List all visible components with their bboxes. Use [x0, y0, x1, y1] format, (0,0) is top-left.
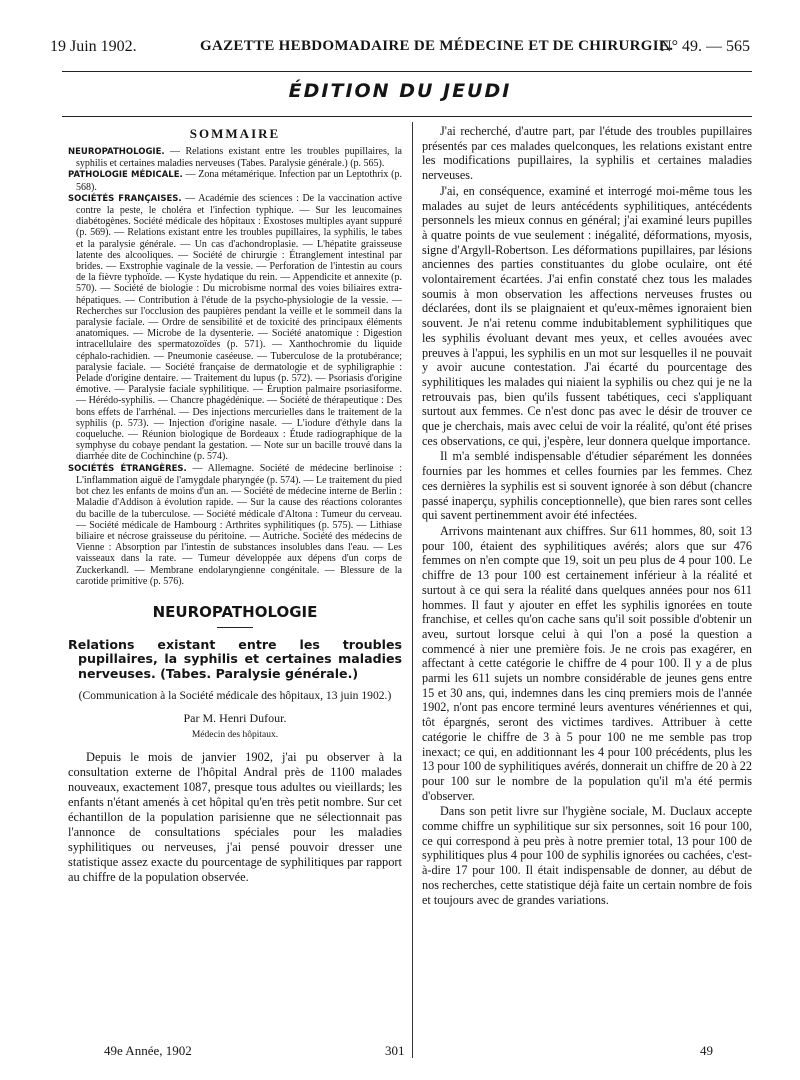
issue-number: N° 49. — 565 — [660, 38, 750, 55]
page-header — [50, 38, 750, 60]
left-column — [68, 124, 402, 885]
paragraph: J'ai recherché, d'autre part, par l'étude des troubles pupillaires présentés par ces malades quelconques, les relations existant entre les modifications pupillaires, la syphilis et certaines maladies nerveuses. — [422, 124, 752, 183]
header-rule-top — [62, 71, 752, 72]
article-communication: (Communication à la Société médicale des hôpitaux, 13 juin 1902.) — [78, 689, 392, 703]
edition-title: ÉDITION DU JEUDI — [288, 80, 512, 102]
sommaire-entry — [68, 463, 402, 587]
sommaire-text: — Relations existant entre les troubles pupillaires, la syphilis et certaines maladies nerveuses (Tabes. Paralysie générale.) (p. 565). — [76, 146, 402, 170]
sommaire — [68, 146, 402, 587]
sommaire-section: NEUROPATHOLOGIE. — [68, 147, 165, 157]
page-footer — [0, 1043, 800, 1065]
sommaire-entry — [68, 169, 402, 192]
author-role: Médecin des hôpitaux. — [191, 730, 279, 741]
sommaire-section: SOCIÉTÉS FRANÇAISES. — [68, 193, 182, 204]
section-heading: NEUROPATHOLOGIE — [152, 602, 318, 621]
sommaire-section: SOCIÉTÉS ÉTRANGÈRES. — [68, 463, 187, 474]
paragraph: Il m'a semblé indispensable d'étudier séparément les données fournies par les hommes et celles fournies par les femmes. Chez ces dernières la syphilis est si souvent ignorée à son début (chancre passé inaperçu, syphilis conceptionnelle), que bien rares sont celles qui savent pertinemment avoir été infectées. — [422, 449, 752, 523]
article-title: Relations existant entre les troubles pupillaires, la syphilis et certaines maladies nerveuses. (Tabes. Paralysie générale.) — [68, 636, 402, 681]
header-rule-bottom — [62, 116, 752, 117]
paragraph: J'ai, en conséquence, examiné et interrogé moi-même tous les malades au sujet de leurs antécédents syphilitiques, antécédents personnels les mieux connus en général; j'ai examiné leurs pupilles à quatre points de vue seulement : inégalité, déformations, myosis, signe d'Argyll-Robertson. Les déformations pupillaires, par lésions anciennes des parties constituantes du globe oculaire, ont été volontairement écartées. J'ai enfin constaté chez tous les malades soumis à mon observation les affections nerveuses frustes ou déclarées, dont ils se plaignaient et qu'eux-mêmes ignoraient bien souvent. Je n'ai retenu comme indubitablement syphilitiques que les syphilis évoluant devant mes yeux, et celles avouées avec preuves à l'appui, les syphilis en un mot sur lesquelles il ne pouvait y avoir aucune contestation. J'ai écarté du pourcentage des syphilitiques les malades qui niaient la syphilis ou chez qui je ne la retrouvais pas, bien qu'ils fussent tabétiques, ceci s'appliquant surtout aux femmes. Ce n'est donc pas avec le désir de trouver ce que je cherchais, mais avec celui de voir la réalité, qu'ont été prises ces observations, ce qui, j'espère, leur donnera quelque importance. — [422, 183, 752, 448]
column-divider — [412, 122, 413, 1058]
sommaire-text: — Zona métamérique. Infection par un Leptothrix (p. 568). — [76, 169, 402, 193]
paragraph: Dans son petit livre sur l'hygiène sociale, M. Duclaux accepte comme chiffre un syphilitique sur six personnes, soit 16 pour 100, ce qui correspond à peu près à notre premier total, 13 pour 100 de syphilitiques plus 4 pour 100 de syphilis ignorées ou cachées, c'est-à-dire 17 pour 100. Il était indispensable de donner, au début de nos recherches, cette statistique déjà faite un certain nombre de fois et toujours avec de grandes variations. — [422, 804, 752, 907]
article-author: Par M. Henri Dufour. — [183, 711, 287, 726]
sommaire-entry — [68, 193, 402, 463]
right-column — [422, 124, 752, 907]
sommaire-text: — Allemagne. Société de médecine berlinoise : L'inflammation aiguë de l'amygdale pharyngée (p. 574). — Le traitement du pied bot chez les enfants de moins d'un an. — Société de médecine interne de Berlin : Maladie d'Addison à évolution rapide. — Sur la cause des réactions colorantes du bacille de la tuberculose. — Société médicale d'Altona : Tumeur du cerveau. — Société médicale de Hambourg : Arthrites syphilitiques (p. 575). — Lithiase biliaire et nécrose graisseuse du péritoine. — Autriche. Société des médecins de Vienne : Absorption par l'intestin de substances insolubles dans l'eau. — Les vaisseaux dans la rate. — Tumeur développée aux dépens d'un corps de Zuckerkandl. — Membrane endolaryngienne congénitale. — Blessure de la carotide primitive (p. 576). — [76, 462, 402, 587]
footer-issue: 49 — [700, 1043, 713, 1058]
section-rule — [217, 627, 253, 628]
footer-page-number: 301 — [385, 1043, 405, 1058]
header-date: 19 Juin 1902. — [50, 38, 137, 55]
footer-volume: 49e Année, 1902 — [104, 1043, 192, 1058]
sommaire-title: SOMMAIRE — [189, 126, 281, 141]
sommaire-entry — [68, 146, 402, 169]
paragraph: Depuis le mois de janvier 1902, j'ai pu observer à la consultation externe de l'hôpital Andral près de 1100 malades nouveaux, exactement 1087, presque tous adultes ou vieillards; les enfants n'étant amenés à cet hôpital qu'en très petit nombre. Sur cet échantillon de la population parisienne que ne sélectionnait pas l'annonce de consultations spéciales pour les maladies syphilitiques ou nerveuses, j'ai pensé pouvoir dresser une statistique assez exacte du pourcentage de syphilitiques par rapport au chiffre de la population observée. — [68, 750, 402, 884]
sommaire-section: PATHOLOGIE MÉDICALE. — [68, 170, 183, 181]
sommaire-text: — Académie des sciences : De la vaccination active contre la peste, le choléra et l'infection typhique. — Sur les leucomaines diabétogènes. Société médicale des hôpitaux : Exostoses multiples ayant suppuré (p. 569). — Relations existant entre les troubles pupillaires, la syphilis, le tabes et la paralysie générale. — Un cas d'achondroplasie. — L'hépatite graisseuse latente des alcooliques. — Société de chirurgie : Étranglement intestinal par brides. — Exstrophie vaginale de la vessie. — Perforation de l'intestin au cours de la fièvre typhoïde. — Kyste hydatique du rein. — Appendicite et annexite (p. 570). — Société de biologie : Du microbisme normal des voies biliaires extra-hépatiques. — Contribution à l'étude de la psycho-physiologie de la vessie. — Recherches sur l'occlusion des paupières pendant la veille et le sommeil dans la paralysie faciale. — Ordre de sensibilité et de toxicité des principaux éléments anatomiques. — Microbe de la dysenterie. — Société anatomique : Digestion intracellulaire des spermatozoïdes (p. 571). — Xanthochromie du liquide céphalo-rachidien. — Pneumonie caséeuse. — Tuberculose de la protubérance; paralysie faciale. — Société française de dermatologie et de syphiligraphie : Pelade d'origine dentaire. — Traitement du lupus (p. 572). — Psoriasis d'origine émotive. — Paralysie faciale syphilitique. — Éruption palmaire psoriasiforme. — Hérédo-syphilis. — Chancre phagédénique. — Société de thérapeutique : Des bons effets de l'arrhénal. — Des injections mercurielles dans le traitement de la syphilis (p. 573). — Injection d'origine nasale. — L'iodure d'éthyle dans la coqueluche. — Réunion biologique de Bordeaux : Étude radiographique de la symphyse du cobaye pendant la gestation. — Note sur un bacille trouvé dans la diarrhée dite de Cochinchine (p. 574). — [76, 192, 402, 463]
paragraph: Arrivons maintenant aux chiffres. Sur 611 hommes, 80, soit 13 pour 100, étaient des syphilitiques avérés; alors que sur 476 femmes on n'en compte que 19, soit un peu plus de 4 pour 100. Le chiffre de 13 pour 100 est certainement inférieur à la réalité et surtout à ce qui sera la réalité dans quelques années pour nos 611 hommes. Il faut y ajouter en effet les syphilis ignorées en toute franchise, et celles qu'on cache sans qu'il soit possible d'obtenir un aveu, surtout lorsque celui à qui l'on a posé la question a commencé à nier une première fois. Je ne crois pas exagérer, en affectant à cette catégorie le chiffre de 4 pour 100. Il y a de plus parmi les 611 sujets un nombre considérable de jeunes gens entre 15 et 30 ans, qui, indemnes dans les cinq premiers mois de l'année 1902, n'ont pas encore terminé leurs aventures vénériennes et qui, tôt épargnés, seront des victimes tardives. Attribuer à cette catégorie le chiffre de 3 à 5 pour 100 ne me semble pas trop inexact; ce qui, en additionnant les 4 pour 100 précédents, plus les 13 pour 100 de syphilitiques avérés, donnerait un chiffre de 20 à 22 pour 100 sur le nombre de la population qu'il m'a été permis d'observer. — [422, 523, 752, 803]
journal-title: GAZETTE HEBDOMADAIRE DE MÉDECINE ET DE CHIRURGIE. — [200, 38, 674, 54]
